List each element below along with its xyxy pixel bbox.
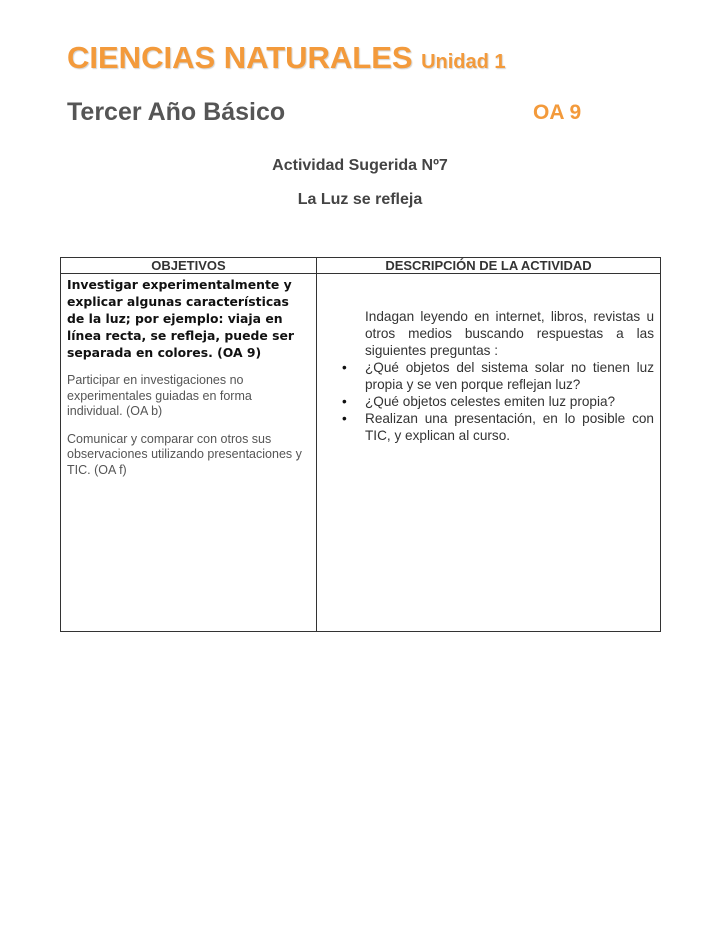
list-item <box>342 359 654 393</box>
page-title <box>67 40 506 76</box>
bullet-icon: • <box>342 360 347 375</box>
activity-table <box>60 257 661 632</box>
bullet-icon: • <box>342 394 347 409</box>
subject-title: CIENCIAS NATURALES <box>67 40 413 75</box>
objectives-cell <box>61 274 317 632</box>
secondary-objective: Comunicar y comparar con otros sus observaciones utilizando presentaciones y TIC. (OA f) <box>67 431 302 477</box>
grade-label: Tercer Año Básico <box>67 98 286 126</box>
description-header: DESCRIPCIÓN DE LA ACTIVIDAD <box>317 258 661 274</box>
list-item-text: ¿Qué objetos del sistema solar no tienen luz propia y se ven porque reflejan luz? <box>365 360 654 392</box>
bullet-icon: • <box>342 411 347 426</box>
activity-heading: Actividad Sugerida Nº7 <box>272 157 448 174</box>
oa-code: OA 9 <box>533 101 582 124</box>
activity-title: La Luz se refleja <box>297 191 423 208</box>
list-item-text: Realizan una presentación, en lo posible con TIC, y explican al curso. <box>365 411 654 443</box>
table-row <box>61 274 661 632</box>
description-list <box>317 359 660 444</box>
list-item-text: ¿Qué objetos celestes emiten luz propia? <box>365 394 616 409</box>
objectives-header: OBJETIVOS <box>61 258 317 274</box>
description-cell <box>317 274 661 632</box>
list-item <box>342 410 654 444</box>
table-header-row <box>61 258 661 274</box>
description-intro: Indagan leyendo en internet, libros, revistas u otros medios buscando respuestas a las siguientes preguntas : <box>365 309 654 358</box>
unit-label: Unidad 1 <box>421 51 506 73</box>
secondary-objective: Participar en investigaciones no experimentales guiadas en forma individual. (OA b) <box>67 373 252 418</box>
main-objective: Investigar experimentalmente y explicar algunas características de la luz; por ejemplo: viaja en línea recta, se refleja, puede ser separada en colores. (OA 9) <box>67 277 294 360</box>
list-item <box>342 393 654 410</box>
